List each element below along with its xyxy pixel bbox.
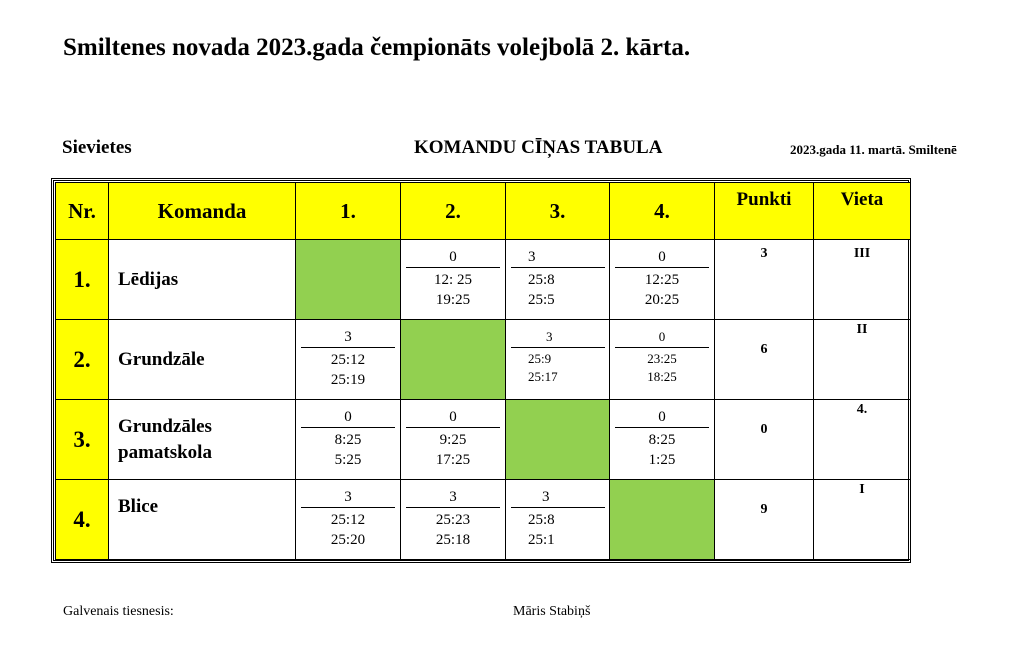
- team-name: Grundzāle: [109, 320, 296, 400]
- set-score: 25:23: [435, 512, 471, 528]
- table-row: [56, 240, 911, 320]
- set-score: 18:25: [647, 369, 677, 384]
- set-score: 12:25: [644, 272, 680, 288]
- place-cell: [814, 400, 911, 480]
- points-cell: [715, 400, 814, 480]
- place-value: 4.: [856, 402, 868, 417]
- place-cell: [814, 320, 911, 400]
- set-score: 20:25: [644, 292, 680, 308]
- judge-label: Galvenais tiesnesis:: [63, 604, 174, 619]
- place-value: III: [853, 246, 871, 261]
- diagonal-cell: [506, 400, 610, 480]
- points-value: 3: [760, 246, 768, 261]
- points-cell: [715, 320, 814, 400]
- place-cell: [814, 480, 911, 560]
- divider: [615, 267, 709, 268]
- set-score: 5:25: [334, 452, 362, 468]
- score-cell: [610, 320, 715, 400]
- row-number: 1.: [56, 240, 109, 320]
- score-cell: [296, 480, 401, 560]
- match-result: 3: [344, 329, 352, 345]
- set-score: 25:12: [330, 352, 366, 368]
- points-cell: [715, 240, 814, 320]
- set-score: 25:17: [528, 369, 558, 384]
- set-score: 12: 25: [434, 272, 472, 288]
- score-cell: [610, 400, 715, 480]
- match-result: 0: [658, 249, 666, 265]
- divider: [406, 267, 500, 268]
- set-score: 25:5: [528, 292, 555, 308]
- divider: [615, 347, 709, 348]
- match-result: 3: [546, 329, 553, 344]
- header-col-2: 2.: [401, 183, 506, 240]
- place-cell: [814, 240, 911, 320]
- set-score: 1:25: [648, 452, 676, 468]
- set-score: 25:12: [330, 512, 366, 528]
- set-score: 9:25: [439, 432, 467, 448]
- team-name: Grundzāles pamatskola: [109, 400, 296, 480]
- set-score: 25:19: [330, 372, 366, 388]
- results-table: [55, 182, 911, 560]
- divider: [301, 427, 395, 428]
- match-result: 3: [528, 249, 536, 265]
- match-result: 3: [449, 489, 457, 505]
- match-result: 0: [449, 409, 457, 425]
- header-col-3: 3.: [506, 183, 610, 240]
- table-row: [56, 320, 911, 400]
- divider: [301, 507, 395, 508]
- score-cell: [506, 320, 610, 400]
- page-title: Smiltenes novada 2023.gada čempionāts volejbolā 2. kārta.: [63, 34, 691, 61]
- set-score: 25:20: [330, 532, 366, 548]
- set-score: 19:25: [435, 292, 471, 308]
- match-result: 3: [542, 489, 550, 505]
- score-cell: [506, 240, 610, 320]
- divider: [301, 347, 395, 348]
- set-score: 23:25: [647, 351, 677, 366]
- score-cell: [401, 240, 506, 320]
- diagonal-cell: [610, 480, 715, 560]
- set-score: 25:1: [528, 532, 555, 548]
- score-cell: [401, 480, 506, 560]
- score-cell: [401, 400, 506, 480]
- header-nr: Nr.: [56, 183, 109, 240]
- match-result: 3: [344, 489, 352, 505]
- divider: [511, 347, 605, 348]
- match-result: 0: [658, 409, 666, 425]
- set-score: 8:25: [334, 432, 362, 448]
- header-points: Punkti: [715, 183, 814, 240]
- diagonal-cell: [401, 320, 506, 400]
- set-score: 25:18: [435, 532, 471, 548]
- team-name: Lēdijas: [109, 240, 296, 320]
- row-number: 3.: [56, 400, 109, 480]
- match-result: 0: [449, 249, 457, 265]
- judge-name: Māris Stabiņš: [513, 604, 591, 619]
- set-score: 25:8: [528, 512, 555, 528]
- date-place: 2023.gada 11. martā. Smiltenē: [790, 142, 957, 157]
- points-cell: [715, 480, 814, 560]
- set-score: 8:25: [648, 432, 676, 448]
- points-value: 0: [760, 422, 768, 437]
- match-result: 0: [658, 329, 666, 344]
- row-number: 2.: [56, 320, 109, 400]
- points-value: 6: [760, 342, 768, 357]
- points-value: 9: [760, 502, 768, 517]
- set-score: 17:25: [435, 452, 471, 468]
- header-col-4: 4.: [610, 183, 715, 240]
- header-team: Komanda: [109, 183, 296, 240]
- header-col-1: 1.: [296, 183, 401, 240]
- table-row: [56, 400, 911, 480]
- place-value: I: [859, 482, 865, 497]
- header-row: [56, 183, 911, 240]
- divider: [511, 507, 605, 508]
- category-label: Sievietes: [62, 137, 132, 158]
- row-number: 4.: [56, 480, 109, 560]
- place-value: II: [856, 322, 868, 337]
- divider: [511, 267, 605, 268]
- team-name: Blice: [109, 480, 296, 560]
- score-cell: [296, 400, 401, 480]
- diagonal-cell: [296, 240, 401, 320]
- divider: [406, 427, 500, 428]
- header-place: Vieta: [814, 183, 911, 240]
- set-score: 25:8: [528, 272, 555, 288]
- divider: [615, 427, 709, 428]
- table-row: [56, 480, 911, 560]
- match-result: 0: [344, 409, 352, 425]
- divider: [406, 507, 500, 508]
- score-cell: [296, 320, 401, 400]
- score-cell: [610, 240, 715, 320]
- score-cell: [506, 480, 610, 560]
- table-title: KOMANDU CĪŅAS TABULA: [414, 137, 663, 158]
- set-score: 25:9: [528, 351, 552, 366]
